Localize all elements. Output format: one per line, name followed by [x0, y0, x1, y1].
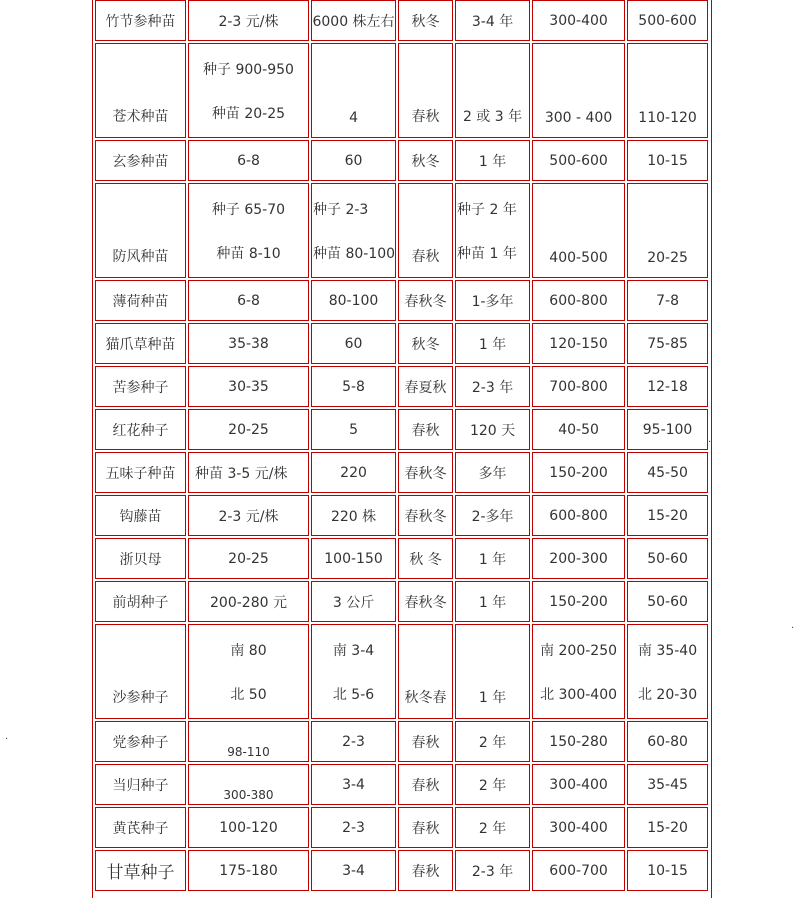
table-cell-name — [95, 366, 186, 407]
table-cell-name — [95, 850, 186, 891]
table-cell-season — [398, 850, 453, 891]
table-container — [92, 0, 712, 898]
season-text: 春夏秋 — [404, 379, 447, 396]
table-cell-price — [188, 807, 309, 848]
yield-text: 200-300 — [549, 550, 608, 567]
price-text: 300-380 — [223, 787, 274, 802]
table-cell-season — [398, 452, 453, 493]
years-text: 1 年 — [478, 153, 507, 170]
stray-mark: . — [5, 731, 9, 742]
table-cell-price — [188, 538, 309, 579]
table-cell-season — [398, 721, 453, 762]
table-cell-years — [455, 183, 530, 278]
yield-text: 40-50 — [558, 421, 599, 438]
table-cell-name — [95, 0, 186, 41]
price-text: 98-110 — [227, 744, 270, 759]
table-cell-price — [188, 850, 309, 891]
season-text: 春秋 — [411, 734, 440, 751]
years-text: 1 年 — [478, 336, 507, 353]
unit-price-text: 12-18 — [647, 378, 688, 395]
table-row — [95, 764, 708, 805]
name-text: 红花种子 — [112, 422, 169, 439]
table-cell-unit-price — [627, 409, 708, 450]
price-text: 20-25 — [228, 550, 269, 567]
table-cell-season — [398, 43, 453, 138]
table-cell-yield — [532, 280, 625, 321]
season-text: 秋冬 — [411, 336, 440, 353]
table-cell-density — [311, 624, 396, 719]
years-text: 2 或 3 年 — [462, 109, 523, 125]
density-text: 80-100 — [328, 292, 379, 309]
table-row — [95, 323, 708, 364]
price-text: 种子 900-950 — [203, 61, 294, 78]
table-cell-season — [398, 807, 453, 848]
name-text: 钩藤苗 — [119, 508, 162, 525]
name-text: 沙参种子 — [112, 690, 169, 706]
yield-text: 400-500 — [549, 250, 608, 266]
density-text: 220 株 — [330, 508, 377, 525]
seedling-table — [93, 0, 710, 893]
table-cell-yield — [532, 409, 625, 450]
table-cell-unit-price — [627, 183, 708, 278]
yield-text: 北 300-400 — [540, 686, 618, 703]
table-cell-density — [311, 807, 396, 848]
years-text: 2 年 — [478, 734, 507, 751]
table-row — [95, 452, 708, 493]
table-cell-name — [95, 43, 186, 138]
density-text: 3-4 — [342, 862, 365, 879]
price-text: 20-25 — [228, 421, 269, 438]
table-row — [95, 183, 708, 278]
table-cell-density — [311, 495, 396, 536]
table-cell-yield — [532, 495, 625, 536]
yield-text: 120-150 — [549, 335, 608, 352]
table-cell-density — [311, 721, 396, 762]
table-row — [95, 721, 708, 762]
yield-text: 600-800 — [549, 292, 608, 309]
table-row — [95, 366, 708, 407]
table-cell-season — [398, 538, 453, 579]
table-cell-price — [188, 280, 309, 321]
unit-price-text: 45-50 — [647, 464, 688, 481]
density-text: 种子 2-3 — [313, 201, 369, 218]
table-cell-price — [188, 43, 309, 138]
table-cell-name — [95, 140, 186, 181]
unit-price-text: 15-20 — [647, 819, 688, 836]
table-cell-season — [398, 140, 453, 181]
price-text: 175-180 — [219, 862, 278, 879]
table-cell-season — [398, 323, 453, 364]
table-cell-unit-price — [627, 538, 708, 579]
table-cell-unit-price — [627, 764, 708, 805]
table-cell-unit-price — [627, 495, 708, 536]
table-cell-years — [455, 43, 530, 138]
price-text: 种苗 20-25 — [211, 105, 286, 122]
table-cell-density — [311, 140, 396, 181]
table-cell-yield — [532, 140, 625, 181]
density-text: 3 公斤 — [332, 594, 375, 611]
table-cell-price — [188, 495, 309, 536]
table-cell-years — [455, 366, 530, 407]
season-text: 春秋 — [411, 249, 440, 265]
season-text: 秋冬 — [411, 153, 440, 170]
unit-price-text: 50-60 — [647, 550, 688, 567]
price-text: 6-8 — [237, 292, 260, 309]
table-cell-yield — [532, 581, 625, 622]
stray-mark: . — [708, 434, 712, 445]
unit-price-text: 10-15 — [647, 152, 688, 169]
name-text: 苍术种苗 — [112, 109, 169, 125]
name-text: 甘草种子 — [106, 863, 175, 883]
table-cell-years — [455, 0, 530, 41]
table-cell-unit-price — [627, 0, 708, 41]
table-cell-name — [95, 807, 186, 848]
density-text: 2-3 — [342, 819, 365, 836]
density-text: 220 — [340, 464, 367, 481]
table-cell-price — [188, 409, 309, 450]
unit-price-text: 南 35-40 — [637, 642, 698, 659]
unit-price-text: 110-120 — [638, 110, 697, 126]
table-cell-season — [398, 495, 453, 536]
table-row — [95, 624, 708, 719]
density-text: 种苗 80-100 — [313, 245, 396, 262]
unit-price-text: 60-80 — [647, 733, 688, 750]
yield-text: 300 - 400 — [544, 110, 613, 126]
yield-text: 150-200 — [549, 464, 608, 481]
years-text: 多年 — [478, 465, 507, 482]
table-cell-unit-price — [627, 280, 708, 321]
name-text: 党参种子 — [112, 734, 169, 751]
table-cell-season — [398, 409, 453, 450]
price-text: 6-8 — [237, 152, 260, 169]
name-text: 薄荷种苗 — [112, 293, 169, 310]
table-cell-density — [311, 581, 396, 622]
table-cell-name — [95, 721, 186, 762]
yield-text: 600-700 — [549, 862, 608, 879]
table-cell-density — [311, 0, 396, 41]
name-text: 玄参种苗 — [112, 153, 169, 170]
table-cell-name — [95, 495, 186, 536]
table-row — [95, 807, 708, 848]
season-text: 春秋 — [411, 109, 440, 125]
table-cell-name — [95, 409, 186, 450]
years-text: 2-3 年 — [471, 379, 514, 396]
table-cell-years — [455, 624, 530, 719]
table-cell-unit-price — [627, 807, 708, 848]
table-cell-yield — [532, 43, 625, 138]
density-text: 南 3-4 — [332, 642, 375, 659]
years-text: 种子 2 年 — [457, 201, 517, 218]
table-cell-unit-price — [627, 323, 708, 364]
table-cell-name — [95, 183, 186, 278]
table-row — [95, 850, 708, 891]
table-cell-yield — [532, 850, 625, 891]
name-text: 黄芪种子 — [112, 820, 169, 837]
name-text: 当归种子 — [112, 777, 169, 794]
table-cell-density — [311, 366, 396, 407]
stray-mark: . — [791, 620, 795, 631]
price-text: 30-35 — [228, 378, 269, 395]
name-text: 苦参种子 — [112, 379, 169, 396]
table-row — [95, 0, 708, 41]
table-cell-yield — [532, 323, 625, 364]
table-cell-years — [455, 807, 530, 848]
yield-text: 150-200 — [549, 593, 608, 610]
price-text: 100-120 — [219, 819, 278, 836]
yield-text: 700-800 — [549, 378, 608, 395]
table-cell-density — [311, 183, 396, 278]
table-cell-name — [95, 581, 186, 622]
price-text: 种苗 8-10 — [216, 245, 281, 262]
years-text: 2-3 年 — [471, 863, 514, 880]
table-cell-yield — [532, 721, 625, 762]
yield-text: 600-800 — [549, 507, 608, 524]
table-row — [95, 495, 708, 536]
table-cell-yield — [532, 452, 625, 493]
table-cell-density — [311, 323, 396, 364]
density-text: 北 5-6 — [332, 686, 375, 703]
table-cell-density — [311, 43, 396, 138]
years-text: 1 年 — [478, 594, 507, 611]
price-text: 种苗 3-5 元/株 — [195, 465, 288, 482]
table-cell-price — [188, 0, 309, 41]
unit-price-text: 10-15 — [647, 862, 688, 879]
yield-text: 300-400 — [549, 819, 608, 836]
season-text: 秋冬春 — [404, 690, 447, 706]
name-text: 防风种苗 — [112, 249, 169, 265]
table-cell-years — [455, 452, 530, 493]
table-row — [95, 538, 708, 579]
density-text: 60 — [344, 152, 363, 169]
table-cell-unit-price — [627, 140, 708, 181]
season-text: 秋 冬 — [409, 551, 442, 568]
years-text: 120 天 — [469, 422, 516, 439]
table-cell-years — [455, 280, 530, 321]
season-text: 春秋冬 — [404, 508, 447, 525]
density-text: 100-150 — [324, 550, 383, 567]
price-text: 北 50 — [230, 686, 267, 703]
table-cell-name — [95, 764, 186, 805]
table-cell-unit-price — [627, 43, 708, 138]
table-cell-yield — [532, 0, 625, 41]
table-cell-years — [455, 721, 530, 762]
table-cell-yield — [532, 538, 625, 579]
table-cell-name — [95, 538, 186, 579]
table-cell-yield — [532, 807, 625, 848]
name-text: 五味子种苗 — [105, 465, 176, 482]
yield-text: 300-400 — [549, 12, 608, 29]
yield-text: 300-400 — [549, 776, 608, 793]
density-text: 5 — [349, 421, 358, 438]
table-cell-season — [398, 764, 453, 805]
table-cell-density — [311, 280, 396, 321]
table-cell-price — [188, 140, 309, 181]
table-row — [95, 43, 708, 138]
price-text: 200-280 元 — [210, 594, 287, 611]
price-text: 南 80 — [230, 642, 267, 659]
name-text: 前胡种子 — [112, 594, 169, 611]
price-text: 种子 65-70 — [211, 201, 286, 218]
table-cell-name — [95, 452, 186, 493]
price-text: 2-3 元/株 — [218, 13, 279, 30]
density-text: 60 — [344, 335, 363, 352]
table-cell-yield — [532, 624, 625, 719]
table-cell-name — [95, 323, 186, 364]
unit-price-text: 50-60 — [647, 593, 688, 610]
table-cell-years — [455, 850, 530, 891]
density-text: 4 — [349, 110, 358, 126]
density-text: 6000 株左右 — [312, 13, 395, 30]
table-cell-years — [455, 764, 530, 805]
price-text: 2-3 元/株 — [218, 508, 279, 525]
table-cell-name — [95, 624, 186, 719]
yield-text: 南 200-250 — [540, 642, 618, 659]
table-cell-unit-price — [627, 850, 708, 891]
table-cell-season — [398, 183, 453, 278]
table-cell-yield — [532, 366, 625, 407]
season-text: 春秋冬 — [404, 594, 447, 611]
table-cell-price — [188, 323, 309, 364]
table-cell-price — [188, 624, 309, 719]
table-cell-yield — [532, 183, 625, 278]
season-text: 春秋 — [411, 777, 440, 794]
years-text: 1 年 — [478, 551, 507, 568]
unit-price-text: 500-600 — [638, 12, 697, 29]
table-cell-season — [398, 624, 453, 719]
table-cell-price — [188, 581, 309, 622]
table-cell-season — [398, 0, 453, 41]
density-text: 5-8 — [342, 378, 365, 395]
table-cell-unit-price — [627, 366, 708, 407]
table-row — [95, 280, 708, 321]
table-cell-price — [188, 764, 309, 805]
yield-text: 150-280 — [549, 733, 608, 750]
season-text: 春秋冬 — [404, 293, 447, 310]
table-cell-price — [188, 452, 309, 493]
yield-text: 500-600 — [549, 152, 608, 169]
unit-price-text: 95-100 — [642, 421, 693, 438]
table-cell-years — [455, 140, 530, 181]
table-cell-name — [95, 280, 186, 321]
table-cell-unit-price — [627, 721, 708, 762]
table-cell-price — [188, 183, 309, 278]
table-cell-unit-price — [627, 452, 708, 493]
name-text: 浙贝母 — [119, 551, 162, 568]
table-cell-years — [455, 323, 530, 364]
name-text: 竹节参种苗 — [105, 13, 176, 30]
unit-price-text: 75-85 — [647, 335, 688, 352]
years-text: 3-4 年 — [471, 13, 514, 30]
table-cell-season — [398, 581, 453, 622]
table-cell-density — [311, 850, 396, 891]
name-text: 猫爪草种苗 — [105, 336, 176, 353]
years-text: 2-多年 — [471, 508, 514, 525]
table-cell-price — [188, 721, 309, 762]
table-cell-unit-price — [627, 581, 708, 622]
table-cell-density — [311, 764, 396, 805]
season-text: 秋冬 — [411, 13, 440, 30]
season-text: 春秋 — [411, 820, 440, 837]
years-text: 2 年 — [478, 820, 507, 837]
season-text: 春秋 — [411, 422, 440, 439]
table-cell-years — [455, 495, 530, 536]
table-cell-density — [311, 409, 396, 450]
unit-price-text: 20-25 — [647, 250, 688, 266]
table-cell-season — [398, 280, 453, 321]
table-cell-price — [188, 366, 309, 407]
table-row — [95, 140, 708, 181]
price-text: 35-38 — [228, 335, 269, 352]
table-row — [95, 409, 708, 450]
table-cell-years — [455, 409, 530, 450]
season-text: 春秋冬 — [404, 465, 447, 482]
years-text: 2 年 — [478, 777, 507, 794]
years-text: 1 年 — [478, 690, 507, 706]
season-text: 春秋 — [411, 863, 440, 880]
table-cell-density — [311, 452, 396, 493]
unit-price-text: 15-20 — [647, 507, 688, 524]
table-cell-season — [398, 366, 453, 407]
table-cell-years — [455, 581, 530, 622]
unit-price-text: 7-8 — [656, 292, 679, 309]
table-cell-yield — [532, 764, 625, 805]
unit-price-text: 北 20-30 — [637, 686, 698, 703]
years-text: 种苗 1 年 — [457, 245, 517, 262]
table-cell-density — [311, 538, 396, 579]
density-text: 2-3 — [342, 733, 365, 750]
years-text: 1-多年 — [471, 293, 514, 310]
table-cell-years — [455, 538, 530, 579]
table-cell-unit-price — [627, 624, 708, 719]
table-row — [95, 581, 708, 622]
density-text: 3-4 — [342, 776, 365, 793]
unit-price-text: 35-45 — [647, 776, 688, 793]
